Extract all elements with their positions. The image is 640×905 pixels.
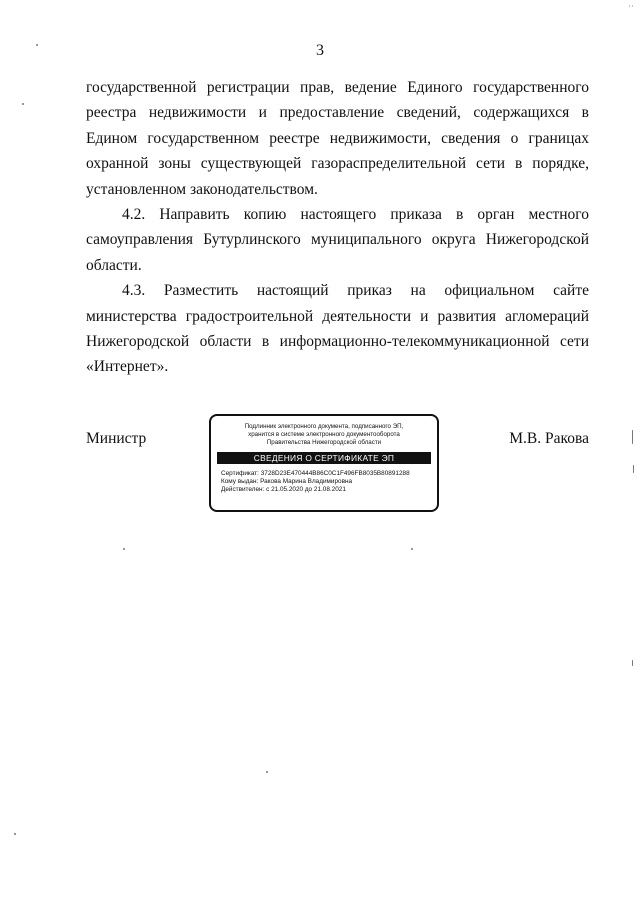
page-number: 3	[316, 42, 324, 59]
digital-signature-stamp	[209, 414, 439, 512]
stamp-note-line: хранится в системе электронного документооборота	[248, 431, 400, 438]
stamp-valid: Действителен: с 21.05.2020 до 21.08.2021	[221, 486, 346, 493]
scan-speck	[632, 660, 633, 666]
stamp-note-line: Правительства Нижегородской области	[266, 439, 382, 446]
stamp-note	[211, 423, 437, 447]
scan-speck	[14, 833, 16, 835]
scan-speck	[633, 465, 634, 473]
scan-speck	[22, 103, 24, 105]
stamp-details	[211, 470, 437, 494]
paragraph-4-2: 4.2. Направить копию настоящего приказа в орган местного самоуправления Бутурлинского муниципального округа Нижегородской области.	[86, 206, 589, 274]
signer-name: М.В. Ракова	[509, 430, 589, 447]
paragraph-4-3: 4.3. Разместить настоящий приказ на официальном сайте министерства градостроительной деятельности и развития агломераций Нижегородской области в информационно-телекоммуникационной сети «Интернет».	[86, 282, 589, 376]
paragraph-continuation: государственной регистрации прав, ведение Единого государственного реестра недвижимости и предоставление сведений, содержащихся в Едином государственном реестре недвижимости, сведения о границах охранной зоны существующей газораспределительной сети в порядке, установленном законодательством.	[86, 79, 589, 198]
scan-speck	[123, 548, 125, 550]
scan-speck	[632, 430, 633, 444]
body-text	[86, 75, 589, 380]
stamp-issued-to: Кому выдан: Ракова Марина Владимировна	[221, 478, 353, 485]
stamp-note-line: Подлинник электронного документа, подписанного ЭП,	[244, 423, 404, 430]
stamp-certificate: Сертификат: 3728D23E470444B86C0C1F496FB8035B80891288	[221, 470, 410, 477]
scan-artifact-icon: ⋅⋅	[628, 2, 634, 12]
scan-speck	[36, 44, 38, 46]
stamp-header: СВЕДЕНИЯ О СЕРТИФИКАТЕ ЭП	[217, 452, 431, 464]
signer-position: Министр	[86, 430, 147, 447]
scan-speck	[411, 548, 413, 550]
scan-speck	[266, 771, 268, 773]
